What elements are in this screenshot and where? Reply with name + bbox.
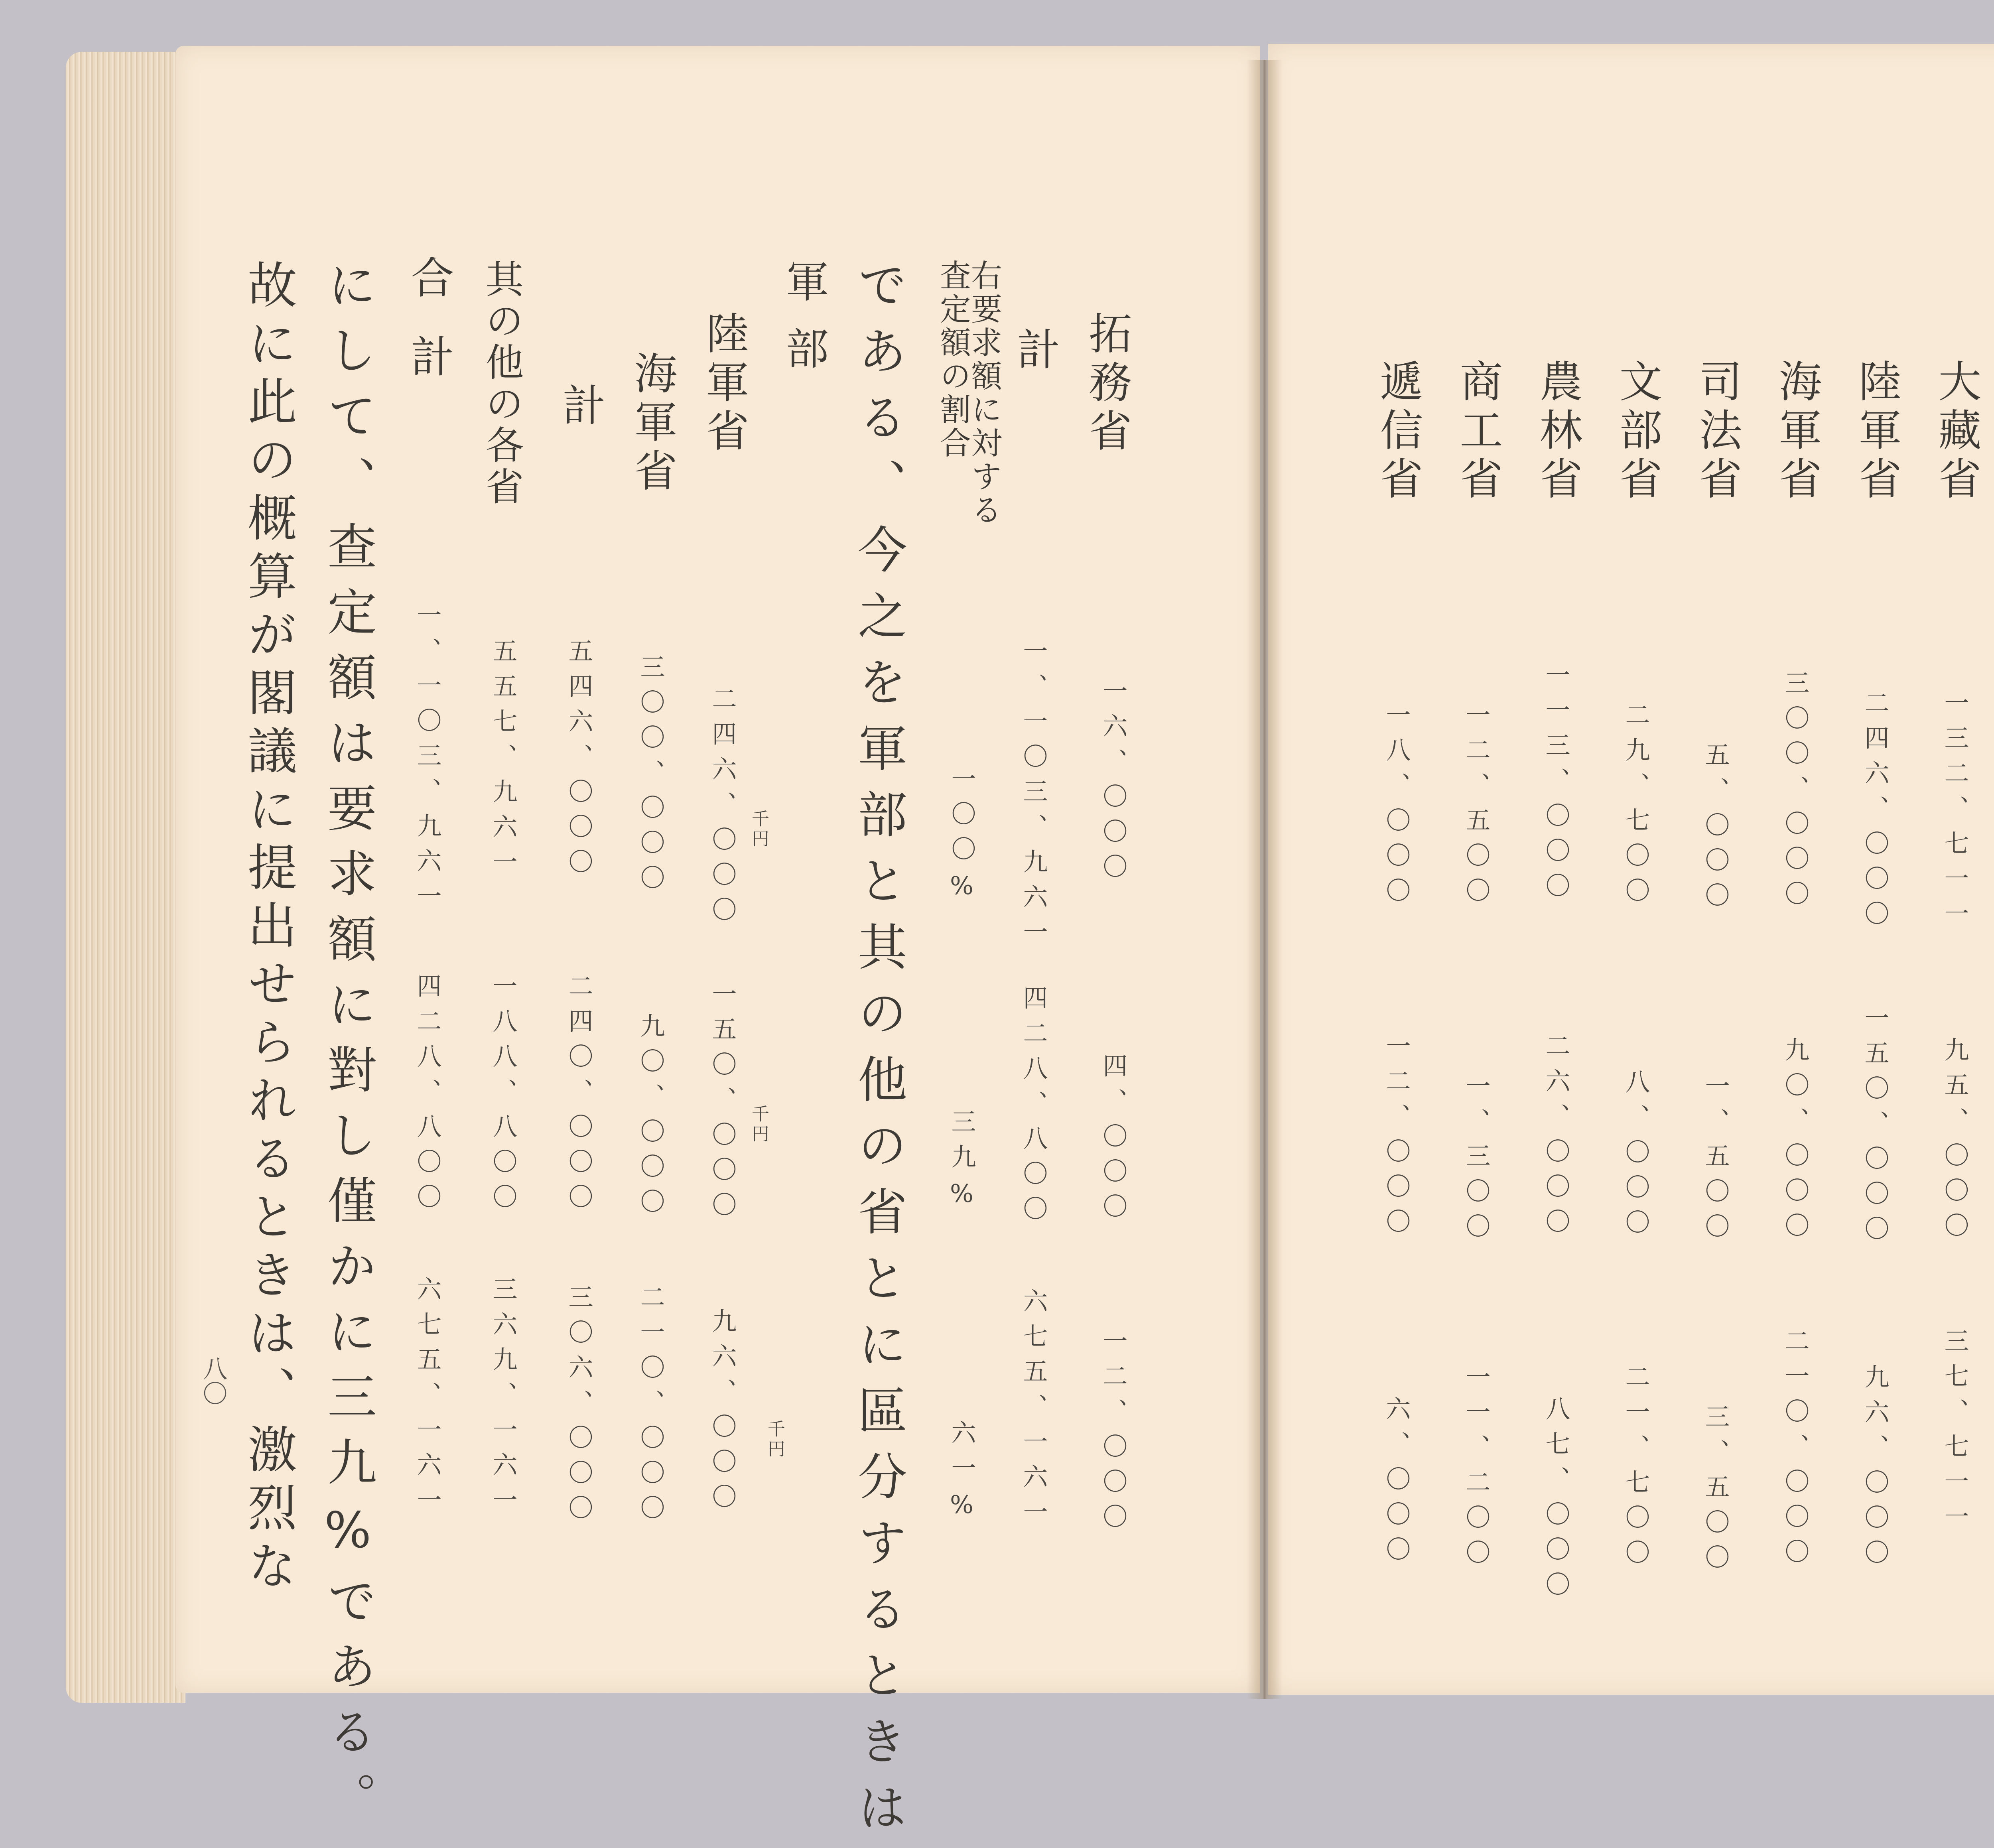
right-row-request: 一一三、〇〇〇 bbox=[1541, 662, 1570, 908]
right-row-request: 三〇〇、〇〇〇 bbox=[1781, 670, 1810, 916]
left-row-label: 海軍省 bbox=[627, 351, 677, 497]
left-row-label: 拓務省 bbox=[1082, 311, 1131, 457]
left-row-assessed: 二四〇、〇〇〇 bbox=[564, 973, 593, 1219]
right-row-label: 司法省 bbox=[1692, 359, 1742, 505]
left-row-reduction: 六七五、一六一 bbox=[1019, 1288, 1048, 1534]
left-row-label: 陸軍省 bbox=[699, 311, 749, 457]
left-row-reduction: 六七五、一六一 bbox=[413, 1276, 442, 1522]
right-row-label: 文部省 bbox=[1612, 359, 1662, 505]
left-row-label: 合計 bbox=[404, 255, 453, 413]
right-row-request: 一二、五〇〇 bbox=[1462, 702, 1491, 912]
right-row-assessed: 一二、〇〇〇 bbox=[1382, 1033, 1411, 1243]
right-row-assessed: 九〇、〇〇〇 bbox=[1781, 1037, 1810, 1247]
right-row-request: 二九、七〇〇 bbox=[1621, 702, 1650, 912]
left-page-number: 八〇 bbox=[199, 1356, 228, 1405]
right-row-request: 五、〇〇〇 bbox=[1701, 742, 1730, 917]
right-row-assessed: 一、五〇〇 bbox=[1701, 1073, 1730, 1248]
right-row-reduction: 一一、二〇〇 bbox=[1462, 1364, 1491, 1574]
left-row-request: 一、一〇三、九六一 bbox=[413, 602, 442, 918]
left-row-reduction: 九六、〇〇〇 bbox=[708, 1308, 737, 1519]
right-row-assessed: 二六、〇〇〇 bbox=[1541, 1033, 1570, 1243]
right-row-label: 大藏省 bbox=[1931, 359, 1981, 505]
left-row-assessed: 四二八、八〇〇 bbox=[1019, 985, 1048, 1231]
left-unit-request: 千円 bbox=[749, 810, 769, 849]
right-row-assessed: 九五、〇〇〇 bbox=[1940, 1037, 1969, 1247]
right-row-label: 商工省 bbox=[1452, 359, 1502, 505]
right-row-reduction: 八七、〇〇〇 bbox=[1541, 1396, 1570, 1606]
gutter bbox=[1247, 60, 1283, 1699]
right-row-label: 海軍省 bbox=[1771, 359, 1821, 505]
left-row-label: 計 bbox=[1010, 327, 1060, 376]
left-row-request: 五四六、〇〇〇 bbox=[564, 638, 593, 884]
left-row-label: 計 bbox=[555, 383, 605, 431]
left-page-block-edge bbox=[66, 52, 185, 1703]
left-row-label: 右要求額に対する 査定額の割合 bbox=[935, 259, 1002, 527]
right-row-label: 遞信省 bbox=[1373, 359, 1423, 505]
right-row-assessed: 八、〇〇〇 bbox=[1621, 1069, 1650, 1244]
right-row-reduction: 三七、七一一 bbox=[1940, 1328, 1969, 1539]
left-row-assessed: 一八八、八〇〇 bbox=[489, 973, 518, 1219]
left-row-assessed: 一五〇、〇〇〇 bbox=[708, 981, 737, 1227]
left-paragraph-line: にして、查定額は要求額に對し僅かに三九%である。 bbox=[319, 259, 376, 1837]
right-row-request: 一八、〇〇〇 bbox=[1382, 702, 1411, 912]
left-row-request: 五五七、九六一 bbox=[489, 638, 518, 884]
right-row-reduction: 九六、〇〇〇 bbox=[1860, 1364, 1890, 1574]
left-row-assessed: 四二八、八〇〇 bbox=[413, 973, 442, 1219]
left-row-reduction: 六一% bbox=[947, 1420, 976, 1529]
left-row-assessed: 三九% bbox=[947, 1109, 976, 1218]
right-row-assessed: 一五〇、〇〇〇 bbox=[1860, 1005, 1890, 1251]
right-row-assessed: 一、三〇〇 bbox=[1462, 1073, 1491, 1248]
left-sentence: である、今之を軍部と其の他の省とに區分するときは bbox=[849, 259, 907, 1848]
right-row-label: 農林省 bbox=[1532, 359, 1582, 505]
right-row-reduction: 三、五〇〇 bbox=[1701, 1404, 1730, 1579]
left-row-request: 二四六、〇〇〇 bbox=[708, 686, 737, 932]
left-row-request: 一〇〇% bbox=[947, 766, 976, 910]
right-row-reduction: 六、〇〇〇 bbox=[1382, 1396, 1411, 1571]
left-unit-assessed: 千円 bbox=[749, 1105, 769, 1145]
right-row-request: 一三二、七一一 bbox=[1940, 690, 1969, 936]
left-row-assessed: 九〇、〇〇〇 bbox=[636, 1013, 665, 1223]
right-row-reduction: 二一〇、〇〇〇 bbox=[1781, 1328, 1810, 1574]
left-row-reduction: 二一〇、〇〇〇 bbox=[636, 1284, 665, 1530]
right-row-label: 陸軍省 bbox=[1851, 359, 1901, 505]
left-paragraph-line: 故に此の概算が閣議に提出せられるときは、激烈な bbox=[239, 259, 297, 1598]
left-unit-reduction: 千円 bbox=[764, 1420, 785, 1460]
left-row-label: 軍部 bbox=[778, 259, 828, 393]
left-row-reduction: 三〇六、〇〇〇 bbox=[564, 1284, 593, 1530]
left-row-request: 一、一〇三、九六一 bbox=[1019, 638, 1048, 954]
left-row-request: 三〇〇、〇〇〇 bbox=[636, 654, 665, 900]
right-row-reduction: 二一、七〇〇 bbox=[1621, 1364, 1650, 1574]
left-row-assessed: 四、〇〇〇 bbox=[1099, 1053, 1128, 1228]
left-row-label: 其の他の各省 bbox=[479, 259, 524, 508]
left-row-reduction: 三六九、一六一 bbox=[489, 1276, 518, 1522]
right-row-request: 二四六、〇〇〇 bbox=[1860, 690, 1890, 936]
left-row-reduction: 一二、〇〇〇 bbox=[1099, 1328, 1128, 1539]
left-row-request: 一六、〇〇〇 bbox=[1099, 678, 1128, 889]
